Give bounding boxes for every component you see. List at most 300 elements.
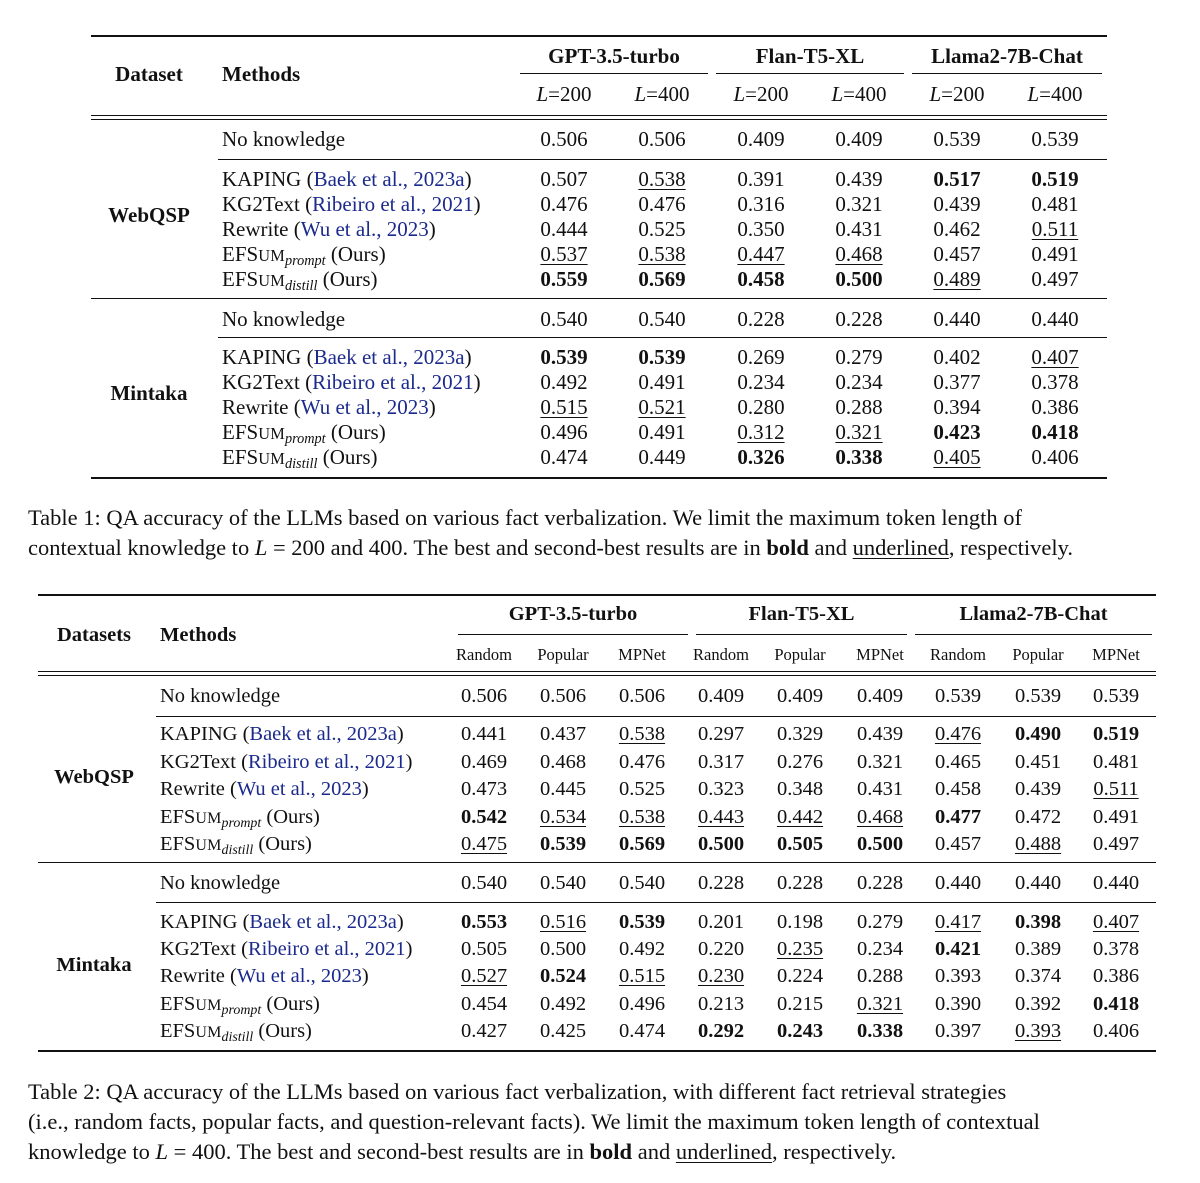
header-model: Flan-T5-XL bbox=[748, 603, 855, 625]
table-cell: 0.317 bbox=[697, 751, 745, 773]
table-cell: 0.439 bbox=[933, 192, 981, 216]
table-cell: 0.469 bbox=[460, 751, 508, 773]
caption-bold-word: bold bbox=[589, 1139, 633, 1164]
method-name: KG2Text ( bbox=[222, 192, 313, 216]
header-subcol bbox=[617, 82, 707, 107]
caption-text: = 200 and 400. The best and second-best results are in bbox=[267, 535, 767, 560]
table-cell: 0.441 bbox=[460, 723, 508, 745]
header-subcol: MPNet bbox=[856, 645, 904, 664]
table-cell: 0.407 bbox=[1092, 911, 1140, 933]
table-cell: 0.462 bbox=[933, 217, 981, 241]
method-name-smallcaps: UM bbox=[195, 997, 222, 1014]
citation-link: Ribeiro et al., 2021 bbox=[247, 938, 406, 960]
table-cell: 0.269 bbox=[737, 345, 785, 369]
table-row-method bbox=[222, 167, 472, 192]
table-row-method bbox=[160, 685, 280, 708]
table-row-method bbox=[222, 242, 386, 270]
citation-link: Baek et al., 2023a bbox=[249, 911, 397, 933]
table-cell: 0.439 bbox=[835, 167, 883, 191]
method-ours: (Ours) bbox=[317, 267, 378, 291]
close-paren: ) bbox=[405, 938, 413, 960]
table-cell: 0.476 bbox=[540, 192, 588, 216]
table-cell: 0.440 bbox=[934, 872, 982, 894]
table-cell: 0.476 bbox=[638, 192, 686, 216]
table-cell: 0.447 bbox=[737, 242, 785, 266]
table-cell: 0.423 bbox=[933, 420, 981, 444]
caption-bold-word: bold bbox=[766, 535, 809, 560]
table-cell: 0.481 bbox=[1031, 192, 1079, 216]
table-cell: 0.473 bbox=[460, 778, 508, 800]
table-cell: 0.440 bbox=[1031, 307, 1079, 331]
table-cell: 0.569 bbox=[618, 833, 666, 855]
method-subscript: prompt bbox=[284, 430, 326, 447]
table-cell: 0.538 bbox=[618, 723, 666, 745]
table-cell: 0.476 bbox=[934, 723, 982, 745]
header-subcol: MPNet bbox=[618, 645, 666, 664]
header-double-rule bbox=[38, 671, 1156, 672]
method-name: No knowledge bbox=[222, 127, 346, 151]
table-cell: 0.377 bbox=[933, 370, 981, 394]
table-cell: 0.386 bbox=[1031, 395, 1079, 419]
header-cmidrule bbox=[696, 634, 907, 635]
caption-line: Table 1: QA accuracy of the LLMs based on various fact verbalization. We limit the maximum token length of bbox=[28, 505, 1023, 530]
table-cell: 0.457 bbox=[934, 833, 982, 855]
header-subcol: Popular bbox=[537, 645, 589, 664]
table-cell: 0.496 bbox=[540, 420, 588, 444]
math-L: L bbox=[254, 535, 268, 560]
table-cell: 0.468 bbox=[539, 751, 587, 773]
header-double-rule bbox=[38, 675, 1156, 676]
table-cell: 0.234 bbox=[856, 938, 904, 960]
table-row-method bbox=[160, 872, 280, 895]
table1-caption bbox=[28, 503, 1178, 563]
no-knowledge-rule bbox=[218, 337, 1107, 338]
method-ours: (Ours) bbox=[253, 833, 312, 855]
table-cell: 0.458 bbox=[934, 778, 982, 800]
table-top-rule bbox=[91, 35, 1107, 37]
table-cell: 0.329 bbox=[776, 723, 824, 745]
caption-underlined-word: underlined bbox=[852, 535, 949, 560]
table-cell: 0.405 bbox=[933, 445, 981, 469]
table-cell: 0.321 bbox=[856, 993, 904, 1015]
citation-link: Baek et al., 2023a bbox=[313, 345, 465, 369]
table-row-method bbox=[222, 267, 378, 295]
header-dataset: Dataset bbox=[115, 62, 183, 86]
table-cell: 0.228 bbox=[856, 872, 904, 894]
table-cell: 0.538 bbox=[638, 242, 686, 266]
table-cell: 0.521 bbox=[638, 395, 686, 419]
table-cell: 0.445 bbox=[539, 778, 587, 800]
method-name: KAPING ( bbox=[160, 911, 250, 933]
table-cell: 0.515 bbox=[618, 965, 666, 987]
citation-link: Ribeiro et al., 2021 bbox=[312, 192, 474, 216]
table-cell: 0.489 bbox=[933, 267, 981, 291]
header-double-rule bbox=[91, 115, 1107, 116]
table-cell: 0.321 bbox=[835, 420, 883, 444]
table-cell: 0.440 bbox=[1014, 872, 1062, 894]
subcol-value: =200 bbox=[548, 82, 592, 106]
caption-line bbox=[28, 1137, 1178, 1167]
caption-text: = 400. The best and second-best results are in bbox=[168, 1139, 590, 1164]
table-cell: 0.539 bbox=[934, 685, 982, 707]
table-cell: 0.539 bbox=[933, 127, 981, 151]
header-double-rule bbox=[91, 119, 1107, 120]
citation-link: Wu et al., 2023 bbox=[300, 217, 429, 241]
table-cell: 0.443 bbox=[697, 806, 745, 828]
table-cell: 0.350 bbox=[737, 217, 785, 241]
header-subcol: Random bbox=[456, 645, 512, 664]
close-paren: ) bbox=[396, 911, 404, 933]
table-cell: 0.539 bbox=[540, 345, 588, 369]
table-cell: 0.386 bbox=[1092, 965, 1140, 987]
table-cell: 0.409 bbox=[835, 127, 883, 151]
method-name: EFS bbox=[222, 420, 259, 444]
table-cell: 0.421 bbox=[934, 938, 982, 960]
table-cell: 0.397 bbox=[934, 1020, 982, 1042]
table-cell: 0.213 bbox=[697, 993, 745, 1015]
header-model: Llama2-7B-Chat bbox=[959, 603, 1108, 625]
table-cell: 0.488 bbox=[1014, 833, 1062, 855]
table-cell: 0.228 bbox=[737, 307, 785, 331]
header-subcol bbox=[814, 82, 904, 107]
method-ours: (Ours) bbox=[261, 806, 320, 828]
table-cell: 0.540 bbox=[540, 307, 588, 331]
table-cell: 0.228 bbox=[776, 872, 824, 894]
header-subcol: Popular bbox=[774, 645, 826, 664]
header-model: Llama2-7B-Chat bbox=[931, 44, 1083, 68]
table-cell: 0.431 bbox=[856, 778, 904, 800]
table-cell: 0.402 bbox=[933, 345, 981, 369]
method-name: EFS bbox=[160, 806, 196, 828]
table-cell: 0.418 bbox=[1031, 420, 1079, 444]
header-cmidrule bbox=[915, 634, 1152, 635]
table-row-method bbox=[222, 370, 481, 395]
table-cell: 0.440 bbox=[1092, 872, 1140, 894]
caption-text: and bbox=[632, 1139, 676, 1164]
method-subscript: distill bbox=[284, 277, 318, 294]
table-cell: 0.407 bbox=[1031, 345, 1079, 369]
table-cell: 0.496 bbox=[618, 993, 666, 1015]
table-cell: 0.378 bbox=[1092, 938, 1140, 960]
table-cell: 0.539 bbox=[1092, 685, 1140, 707]
table-cell: 0.201 bbox=[697, 911, 745, 933]
table-bottom-rule bbox=[38, 1050, 1156, 1052]
table-cell: 0.553 bbox=[460, 911, 508, 933]
table-row-method bbox=[160, 806, 320, 832]
method-name: EFS bbox=[222, 267, 259, 291]
table-cell: 0.511 bbox=[1093, 778, 1139, 800]
table-cell: 0.389 bbox=[1014, 938, 1062, 960]
method-subscript: prompt bbox=[221, 1002, 262, 1018]
table-cell: 0.525 bbox=[618, 778, 666, 800]
header-cmidrule bbox=[458, 634, 688, 635]
table-cell: 0.316 bbox=[737, 192, 785, 216]
method-name: KAPING ( bbox=[222, 167, 314, 191]
subcol-value: =200 bbox=[745, 82, 789, 106]
table-cell: 0.477 bbox=[934, 806, 982, 828]
table-cell: 0.534 bbox=[539, 806, 587, 828]
table-cell: 0.500 bbox=[856, 833, 904, 855]
table-cell: 0.279 bbox=[856, 911, 904, 933]
table-cell: 0.230 bbox=[697, 965, 745, 987]
method-name: Rewrite ( bbox=[222, 217, 301, 241]
method-name: EFS bbox=[222, 445, 259, 469]
table-cell: 0.468 bbox=[835, 242, 883, 266]
table-cell: 0.406 bbox=[1031, 445, 1079, 469]
group-separator-rule bbox=[91, 298, 1107, 299]
table-cell: 0.234 bbox=[737, 370, 785, 394]
math-L: L bbox=[155, 1139, 168, 1164]
caption-text: knowledge to bbox=[28, 1139, 156, 1164]
method-subscript: prompt bbox=[221, 815, 262, 831]
close-paren: ) bbox=[428, 217, 436, 241]
table-cell: 0.224 bbox=[776, 965, 824, 987]
method-name: KG2Text ( bbox=[160, 938, 248, 960]
method-subscript: prompt bbox=[284, 252, 326, 269]
table-cell: 0.505 bbox=[776, 833, 824, 855]
table-row-method bbox=[160, 778, 369, 801]
table-cell: 0.425 bbox=[539, 1020, 587, 1042]
dataset-name: WebQSP bbox=[108, 203, 190, 227]
table-cell: 0.220 bbox=[697, 938, 745, 960]
method-name-smallcaps: UM bbox=[195, 1024, 222, 1041]
table-cell: 0.431 bbox=[835, 217, 883, 241]
table-cell: 0.348 bbox=[776, 778, 824, 800]
method-name: EFS bbox=[160, 1020, 196, 1042]
table-row-method bbox=[160, 965, 369, 988]
caption-text: and bbox=[808, 535, 853, 560]
table-cell: 0.437 bbox=[539, 723, 587, 745]
table-cell: 0.280 bbox=[737, 395, 785, 419]
table-cell: 0.288 bbox=[835, 395, 883, 419]
table-cell: 0.491 bbox=[638, 370, 686, 394]
table-cell: 0.515 bbox=[540, 395, 588, 419]
table-cell: 0.235 bbox=[776, 938, 824, 960]
table-cell: 0.449 bbox=[638, 445, 686, 469]
header-subcol bbox=[519, 82, 609, 107]
table-cell: 0.527 bbox=[460, 965, 508, 987]
close-paren: ) bbox=[361, 965, 369, 987]
close-paren: ) bbox=[396, 723, 404, 745]
table-cell: 0.391 bbox=[737, 167, 785, 191]
method-subscript: distill bbox=[284, 455, 318, 472]
table-cell: 0.472 bbox=[1014, 806, 1062, 828]
table2-caption bbox=[28, 1077, 1178, 1167]
method-name-smallcaps: UM bbox=[195, 810, 222, 827]
caption-underlined-word: underlined bbox=[675, 1139, 773, 1164]
table-cell: 0.517 bbox=[933, 167, 981, 191]
method-ours: (Ours) bbox=[261, 993, 320, 1015]
header-methods: Methods bbox=[160, 624, 237, 646]
table-cell: 0.374 bbox=[1014, 965, 1062, 987]
table-cell: 0.506 bbox=[460, 685, 508, 707]
table-cell: 0.427 bbox=[460, 1020, 508, 1042]
math-L: L bbox=[831, 82, 844, 106]
method-name: No knowledge bbox=[160, 685, 281, 707]
table-cell: 0.321 bbox=[835, 192, 883, 216]
table-cell: 0.398 bbox=[1014, 911, 1062, 933]
table-cell: 0.519 bbox=[1031, 167, 1079, 191]
method-name-smallcaps: UM bbox=[258, 449, 285, 468]
table-cell: 0.444 bbox=[540, 217, 588, 241]
table-cell: 0.468 bbox=[856, 806, 904, 828]
table-cell: 0.297 bbox=[697, 723, 745, 745]
math-L: L bbox=[1027, 82, 1040, 106]
method-name-smallcaps: UM bbox=[258, 246, 285, 265]
method-name: KAPING ( bbox=[222, 345, 314, 369]
method-name-smallcaps: UM bbox=[258, 424, 285, 443]
method-name: Rewrite ( bbox=[160, 965, 237, 987]
table-row-method bbox=[160, 911, 404, 934]
table-cell: 0.439 bbox=[856, 723, 904, 745]
table-cell: 0.506 bbox=[540, 127, 588, 151]
header-methods: Methods bbox=[222, 62, 301, 86]
citation-link: Ribeiro et al., 2021 bbox=[312, 370, 474, 394]
subcol-value: =200 bbox=[941, 82, 985, 106]
method-name: No knowledge bbox=[160, 872, 281, 894]
subcol-value: =400 bbox=[646, 82, 690, 106]
table-cell: 0.490 bbox=[1014, 723, 1062, 745]
table-cell: 0.393 bbox=[934, 965, 982, 987]
table-cell: 0.406 bbox=[1092, 1020, 1140, 1042]
table-cell: 0.492 bbox=[618, 938, 666, 960]
table-cell: 0.540 bbox=[618, 872, 666, 894]
table-cell: 0.491 bbox=[1031, 242, 1079, 266]
table-cell: 0.323 bbox=[697, 778, 745, 800]
table-cell: 0.506 bbox=[618, 685, 666, 707]
table-row-method bbox=[222, 307, 345, 332]
table-cell: 0.442 bbox=[776, 806, 824, 828]
method-name: KG2Text ( bbox=[222, 370, 313, 394]
citation-link: Baek et al., 2023a bbox=[249, 723, 397, 745]
table-cell: 0.228 bbox=[697, 872, 745, 894]
method-subscript: distill bbox=[221, 1029, 254, 1045]
table-cell: 0.481 bbox=[1092, 751, 1140, 773]
table-cell: 0.497 bbox=[1092, 833, 1140, 855]
header-model: GPT-3.5-turbo bbox=[508, 603, 638, 625]
table-cell: 0.440 bbox=[933, 307, 981, 331]
table-cell: 0.198 bbox=[776, 911, 824, 933]
table-cell: 0.326 bbox=[737, 445, 785, 469]
citation-link: Wu et al., 2023 bbox=[236, 778, 362, 800]
citation-link: Wu et al., 2023 bbox=[300, 395, 429, 419]
table-cell: 0.288 bbox=[856, 965, 904, 987]
table-row-method bbox=[160, 938, 413, 961]
table-cell: 0.458 bbox=[737, 267, 785, 291]
table-cell: 0.538 bbox=[618, 806, 666, 828]
table-cell: 0.542 bbox=[460, 806, 508, 828]
method-name: Rewrite ( bbox=[222, 395, 301, 419]
no-knowledge-rule bbox=[218, 159, 1107, 160]
method-name: KAPING ( bbox=[160, 723, 250, 745]
table-cell: 0.321 bbox=[856, 751, 904, 773]
header-subcol bbox=[716, 82, 806, 107]
table-cell: 0.409 bbox=[737, 127, 785, 151]
table-cell: 0.559 bbox=[540, 267, 588, 291]
method-ours: (Ours) bbox=[253, 1020, 312, 1042]
table-cell: 0.292 bbox=[697, 1020, 745, 1042]
table-cell: 0.465 bbox=[934, 751, 982, 773]
table-cell: 0.539 bbox=[539, 833, 587, 855]
method-name-smallcaps: UM bbox=[258, 271, 285, 290]
close-paren: ) bbox=[464, 345, 472, 369]
table-cell: 0.492 bbox=[539, 993, 587, 1015]
table-row-method bbox=[222, 420, 386, 448]
table-cell: 0.243 bbox=[776, 1020, 824, 1042]
header-subcol: MPNet bbox=[1092, 645, 1140, 664]
method-subscript: distill bbox=[221, 842, 254, 858]
table-row-method bbox=[160, 1020, 312, 1046]
math-L: L bbox=[634, 82, 647, 106]
group-separator-rule bbox=[38, 862, 1156, 863]
table-cell: 0.409 bbox=[697, 685, 745, 707]
table-cell: 0.457 bbox=[933, 242, 981, 266]
table-cell: 0.540 bbox=[539, 872, 587, 894]
table-cell: 0.539 bbox=[1031, 127, 1079, 151]
table-cell: 0.392 bbox=[1014, 993, 1062, 1015]
table-row-method bbox=[160, 723, 404, 746]
caption-text: contextual knowledge to bbox=[28, 535, 255, 560]
table-row-method bbox=[160, 833, 312, 859]
table-cell: 0.279 bbox=[835, 345, 883, 369]
table-cell: 0.569 bbox=[638, 267, 686, 291]
table-cell: 0.418 bbox=[1092, 993, 1140, 1015]
caption-text: , respectively. bbox=[772, 1139, 897, 1164]
table-cell: 0.476 bbox=[618, 751, 666, 773]
table-cell: 0.525 bbox=[638, 217, 686, 241]
header-subcol: Popular bbox=[1012, 645, 1064, 664]
table-cell: 0.417 bbox=[934, 911, 982, 933]
table-cell: 0.378 bbox=[1031, 370, 1079, 394]
header-subcol bbox=[912, 82, 1002, 107]
table-cell: 0.393 bbox=[1014, 1020, 1062, 1042]
table-cell: 0.524 bbox=[539, 965, 587, 987]
caption-line: (i.e., random facts, popular facts, and question-relevant facts). We limit the maximum token length of contextual bbox=[28, 1109, 1040, 1134]
table-cell: 0.519 bbox=[1092, 723, 1140, 745]
citation-link: Baek et al., 2023a bbox=[313, 167, 465, 191]
table-top-rule bbox=[38, 594, 1156, 596]
table-row-method bbox=[222, 445, 378, 473]
method-name: EFS bbox=[222, 242, 259, 266]
close-paren: ) bbox=[473, 370, 481, 394]
header-model: Flan-T5-XL bbox=[755, 44, 865, 68]
header-subcol: Random bbox=[693, 645, 749, 664]
header-cmidrule bbox=[520, 73, 708, 74]
math-L: L bbox=[929, 82, 942, 106]
table-cell: 0.507 bbox=[540, 167, 588, 191]
dataset-name: Mintaka bbox=[110, 381, 188, 405]
close-paren: ) bbox=[361, 778, 369, 800]
table-cell: 0.451 bbox=[1014, 751, 1062, 773]
table-cell: 0.475 bbox=[460, 833, 508, 855]
table-cell: 0.390 bbox=[934, 993, 982, 1015]
caption-line: Table 2: QA accuracy of the LLMs based on various fact verbalization, with different fact retrieval strategies bbox=[28, 1079, 1007, 1104]
table-cell: 0.505 bbox=[460, 938, 508, 960]
table-cell: 0.540 bbox=[460, 872, 508, 894]
dataset-name: WebQSP bbox=[54, 766, 134, 788]
caption-line bbox=[28, 533, 1178, 563]
table-row-method bbox=[160, 993, 320, 1019]
table-cell: 0.500 bbox=[835, 267, 883, 291]
table-row-method bbox=[222, 345, 472, 370]
method-ours: (Ours) bbox=[325, 420, 386, 444]
close-paren: ) bbox=[405, 751, 413, 773]
header-subcol: Random bbox=[930, 645, 986, 664]
table-cell: 0.312 bbox=[737, 420, 785, 444]
method-name-smallcaps: UM bbox=[195, 837, 222, 854]
citation-link: Wu et al., 2023 bbox=[236, 965, 362, 987]
math-L: L bbox=[733, 82, 746, 106]
